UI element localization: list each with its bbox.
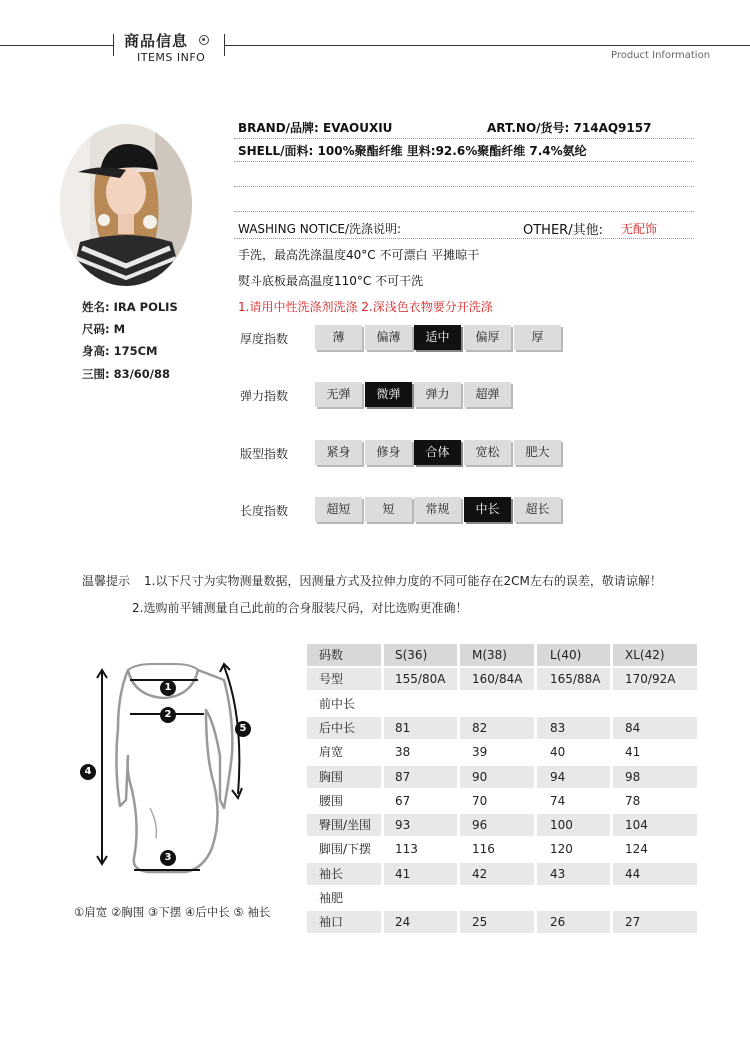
column-gap	[610, 644, 613, 666]
table-cell: 94	[550, 769, 566, 784]
wash-line-1: 手洗，最高洗涤温度40°C 不可漂白 平摊晾干	[238, 248, 480, 262]
table-row	[307, 911, 697, 933]
column-gap	[457, 814, 460, 836]
column-gap	[610, 790, 613, 812]
table-cell: 93	[395, 818, 411, 833]
table-row	[307, 693, 697, 715]
table-cell: 43	[550, 866, 566, 881]
column-gap	[534, 887, 537, 909]
index-option: 弹力	[414, 382, 461, 407]
table-cell: 87	[395, 769, 411, 784]
table-cell: 74	[550, 793, 566, 808]
header-title-cn: 商品信息	[124, 32, 189, 50]
dotted-line	[234, 211, 694, 212]
column-gap	[610, 668, 613, 690]
wash-warning: 1.请用中性洗涤剂洗涤 2.深浅色衣物要分开洗涤	[238, 300, 493, 314]
table-cell: 26	[550, 915, 566, 930]
table-cell: 41	[395, 866, 411, 881]
table-cell: 号型	[319, 672, 344, 687]
model-photo	[60, 124, 192, 286]
table-cell: 42	[472, 866, 488, 881]
index-option-selected: 适中	[414, 325, 461, 350]
table-cell: 25	[472, 915, 488, 930]
table-cell: 165/88A	[550, 672, 601, 687]
column-gap	[457, 741, 460, 763]
index-option-selected: 微弹	[365, 382, 412, 407]
index-option: 厚	[514, 325, 561, 350]
column-gap	[534, 644, 537, 666]
column-gap	[381, 838, 384, 860]
table-cell: 90	[472, 769, 488, 784]
model-size: 尺码: M	[82, 322, 126, 336]
table-header-cell: 码数	[319, 648, 344, 662]
diagram-legend: ①肩宽 ②胸围 ③下摆 ④后中长 ⑤ 袖长	[74, 905, 271, 919]
header-rule-left	[0, 45, 113, 46]
table-cell: 120	[550, 842, 573, 857]
index-option: 短	[365, 497, 412, 522]
index-option: 偏厚	[464, 325, 511, 350]
table-header-cell: L(40)	[550, 648, 582, 662]
column-gap	[610, 717, 613, 739]
table-cell: 袖长	[319, 866, 344, 881]
table-cell: 臀围/坐围	[319, 818, 372, 833]
table-row	[307, 838, 697, 860]
column-gap	[457, 644, 460, 666]
index-option: 常规	[414, 497, 461, 522]
model-name: 姓名: IRA POLIS	[82, 300, 178, 314]
column-gap	[457, 838, 460, 860]
column-gap	[534, 766, 537, 788]
table-header-cell: XL(42)	[625, 648, 665, 662]
table-cell: 44	[625, 866, 641, 881]
table-row	[307, 863, 697, 885]
table-cell: 155/80A	[395, 672, 446, 687]
diagram-marker: 1	[160, 680, 176, 696]
column-gap	[610, 911, 613, 933]
header-divider-left	[113, 34, 114, 56]
table-cell: 腰围	[319, 793, 344, 808]
table-header-cell: M(38)	[472, 648, 507, 662]
column-gap	[534, 863, 537, 885]
table-cell: 100	[550, 818, 573, 833]
index-label: 长度指数	[240, 504, 289, 518]
table-cell: 116	[472, 842, 495, 857]
table-row	[307, 766, 697, 788]
table-row	[307, 717, 697, 739]
column-gap	[381, 911, 384, 933]
table-cell: 袖口	[319, 915, 344, 930]
table-cell: 27	[625, 915, 641, 930]
table-cell: 袖肥	[319, 891, 344, 905]
table-row	[307, 741, 697, 763]
header-rule-right	[224, 45, 750, 46]
column-gap	[534, 741, 537, 763]
column-gap	[534, 668, 537, 690]
table-row	[307, 668, 697, 690]
column-gap	[610, 887, 613, 909]
index-label: 版型指数	[240, 447, 289, 461]
table-cell: 84	[625, 720, 641, 735]
table-cell: 124	[625, 842, 648, 857]
column-gap	[381, 790, 384, 812]
table-cell: 67	[395, 793, 411, 808]
table-cell: 脚围/下摆	[319, 842, 372, 857]
tips-line-1: 1.以下尺寸为实物测量数据，因测量方式及拉伸力度的不同可能存在2CM左右的误差，敬请谅解！	[144, 574, 662, 588]
column-gap	[457, 911, 460, 933]
column-gap	[381, 741, 384, 763]
dotted-line	[234, 161, 694, 162]
column-gap	[457, 717, 460, 739]
column-gap	[534, 717, 537, 739]
table-cell: 后中长	[319, 720, 356, 735]
table-cell: 104	[625, 818, 648, 833]
index-option: 宽松	[464, 440, 511, 465]
tips-label: 温馨提示	[82, 574, 131, 588]
index-option: 薄	[315, 325, 362, 350]
table-cell: 83	[550, 720, 566, 735]
table-cell: 40	[550, 745, 566, 760]
other-label: OTHER/其他:	[523, 223, 603, 238]
column-gap	[610, 814, 613, 836]
table-cell: 38	[395, 745, 411, 760]
index-option: 紧身	[315, 440, 362, 465]
column-gap	[534, 693, 537, 715]
art-no-text: ART.NO/货号: 714AQ9157	[487, 121, 652, 135]
dotted-line	[234, 186, 694, 187]
table-cell: 24	[395, 915, 411, 930]
table-cell: 肩宽	[319, 745, 344, 760]
table-cell: 96	[472, 818, 488, 833]
index-option-selected: 中长	[464, 497, 511, 522]
table-cell: 70	[472, 793, 488, 808]
index-option: 无弹	[315, 382, 362, 407]
index-option: 修身	[365, 440, 412, 465]
column-gap	[534, 790, 537, 812]
column-gap	[381, 668, 384, 690]
table-cell: 170/92A	[625, 672, 676, 687]
table-cell: 41	[625, 745, 641, 760]
tips-line-2: 2.选购前平铺测量自己此前的合身服装尺码，对比选购更准确！	[132, 601, 468, 615]
brand-text: BRAND/品牌: EVAOUXIU	[238, 121, 393, 135]
column-gap	[381, 814, 384, 836]
model-illustration	[60, 124, 192, 286]
table-cell: 113	[395, 842, 418, 857]
index-option: 肥大	[514, 440, 561, 465]
index-option-selected: 合体	[414, 440, 461, 465]
column-gap	[381, 863, 384, 885]
column-gap	[457, 887, 460, 909]
column-gap	[457, 790, 460, 812]
dotted-line	[234, 238, 694, 239]
column-gap	[610, 766, 613, 788]
column-gap	[457, 863, 460, 885]
column-gap	[381, 887, 384, 909]
column-gap	[534, 814, 537, 836]
table-row	[307, 790, 697, 812]
column-gap	[534, 838, 537, 860]
table-cell: 82	[472, 720, 488, 735]
column-gap	[534, 911, 537, 933]
column-gap	[381, 717, 384, 739]
index-option: 超长	[514, 497, 561, 522]
table-cell: 160/84A	[472, 672, 523, 687]
diagram-marker: 2	[160, 707, 176, 723]
column-gap	[610, 741, 613, 763]
table-cell: 胸围	[319, 769, 344, 784]
header-subtitle: Product Information	[611, 50, 711, 61]
column-gap	[457, 766, 460, 788]
shell-text: SHELL/面料: 100%聚酯纤维 里料:92.6%聚酯纤维 7.4%氨纶	[238, 144, 587, 158]
column-gap	[381, 693, 384, 715]
table-cell: 39	[472, 745, 488, 760]
other-value: 无配饰	[621, 222, 658, 236]
column-gap	[610, 863, 613, 885]
table-cell: 78	[625, 793, 641, 808]
header-title-en: ITEMS INFO	[137, 51, 206, 64]
diagram-marker: 5	[235, 721, 251, 737]
dotted-line	[234, 138, 694, 139]
index-option: 超短	[315, 497, 362, 522]
diagram-marker: 4	[80, 764, 96, 780]
table-cell: 98	[625, 769, 641, 784]
index-option: 超弹	[464, 382, 511, 407]
model-measurements: 三围: 83/60/88	[82, 367, 171, 381]
index-label: 弹力指数	[240, 389, 289, 403]
table-cell: 前中长	[319, 696, 356, 711]
diagram-marker: 3	[160, 850, 176, 866]
table-header-row	[307, 644, 697, 666]
model-height: 身高: 175CM	[82, 344, 158, 358]
table-header-cell: S(36)	[395, 648, 428, 662]
column-gap	[381, 644, 384, 666]
washing-notice-label: WASHING NOTICE/洗涤说明:	[238, 222, 402, 236]
table-cell: 81	[395, 720, 411, 735]
column-gap	[610, 693, 613, 715]
column-gap	[457, 693, 460, 715]
table-row	[307, 887, 697, 909]
wash-line-2: 熨斗底板最高温度110°C 不可干洗	[238, 274, 424, 288]
column-gap	[381, 766, 384, 788]
index-label: 厚度指数	[240, 332, 289, 346]
target-icon	[199, 35, 209, 45]
column-gap	[457, 668, 460, 690]
index-option: 偏薄	[365, 325, 412, 350]
table-row	[307, 814, 697, 836]
column-gap	[610, 838, 613, 860]
